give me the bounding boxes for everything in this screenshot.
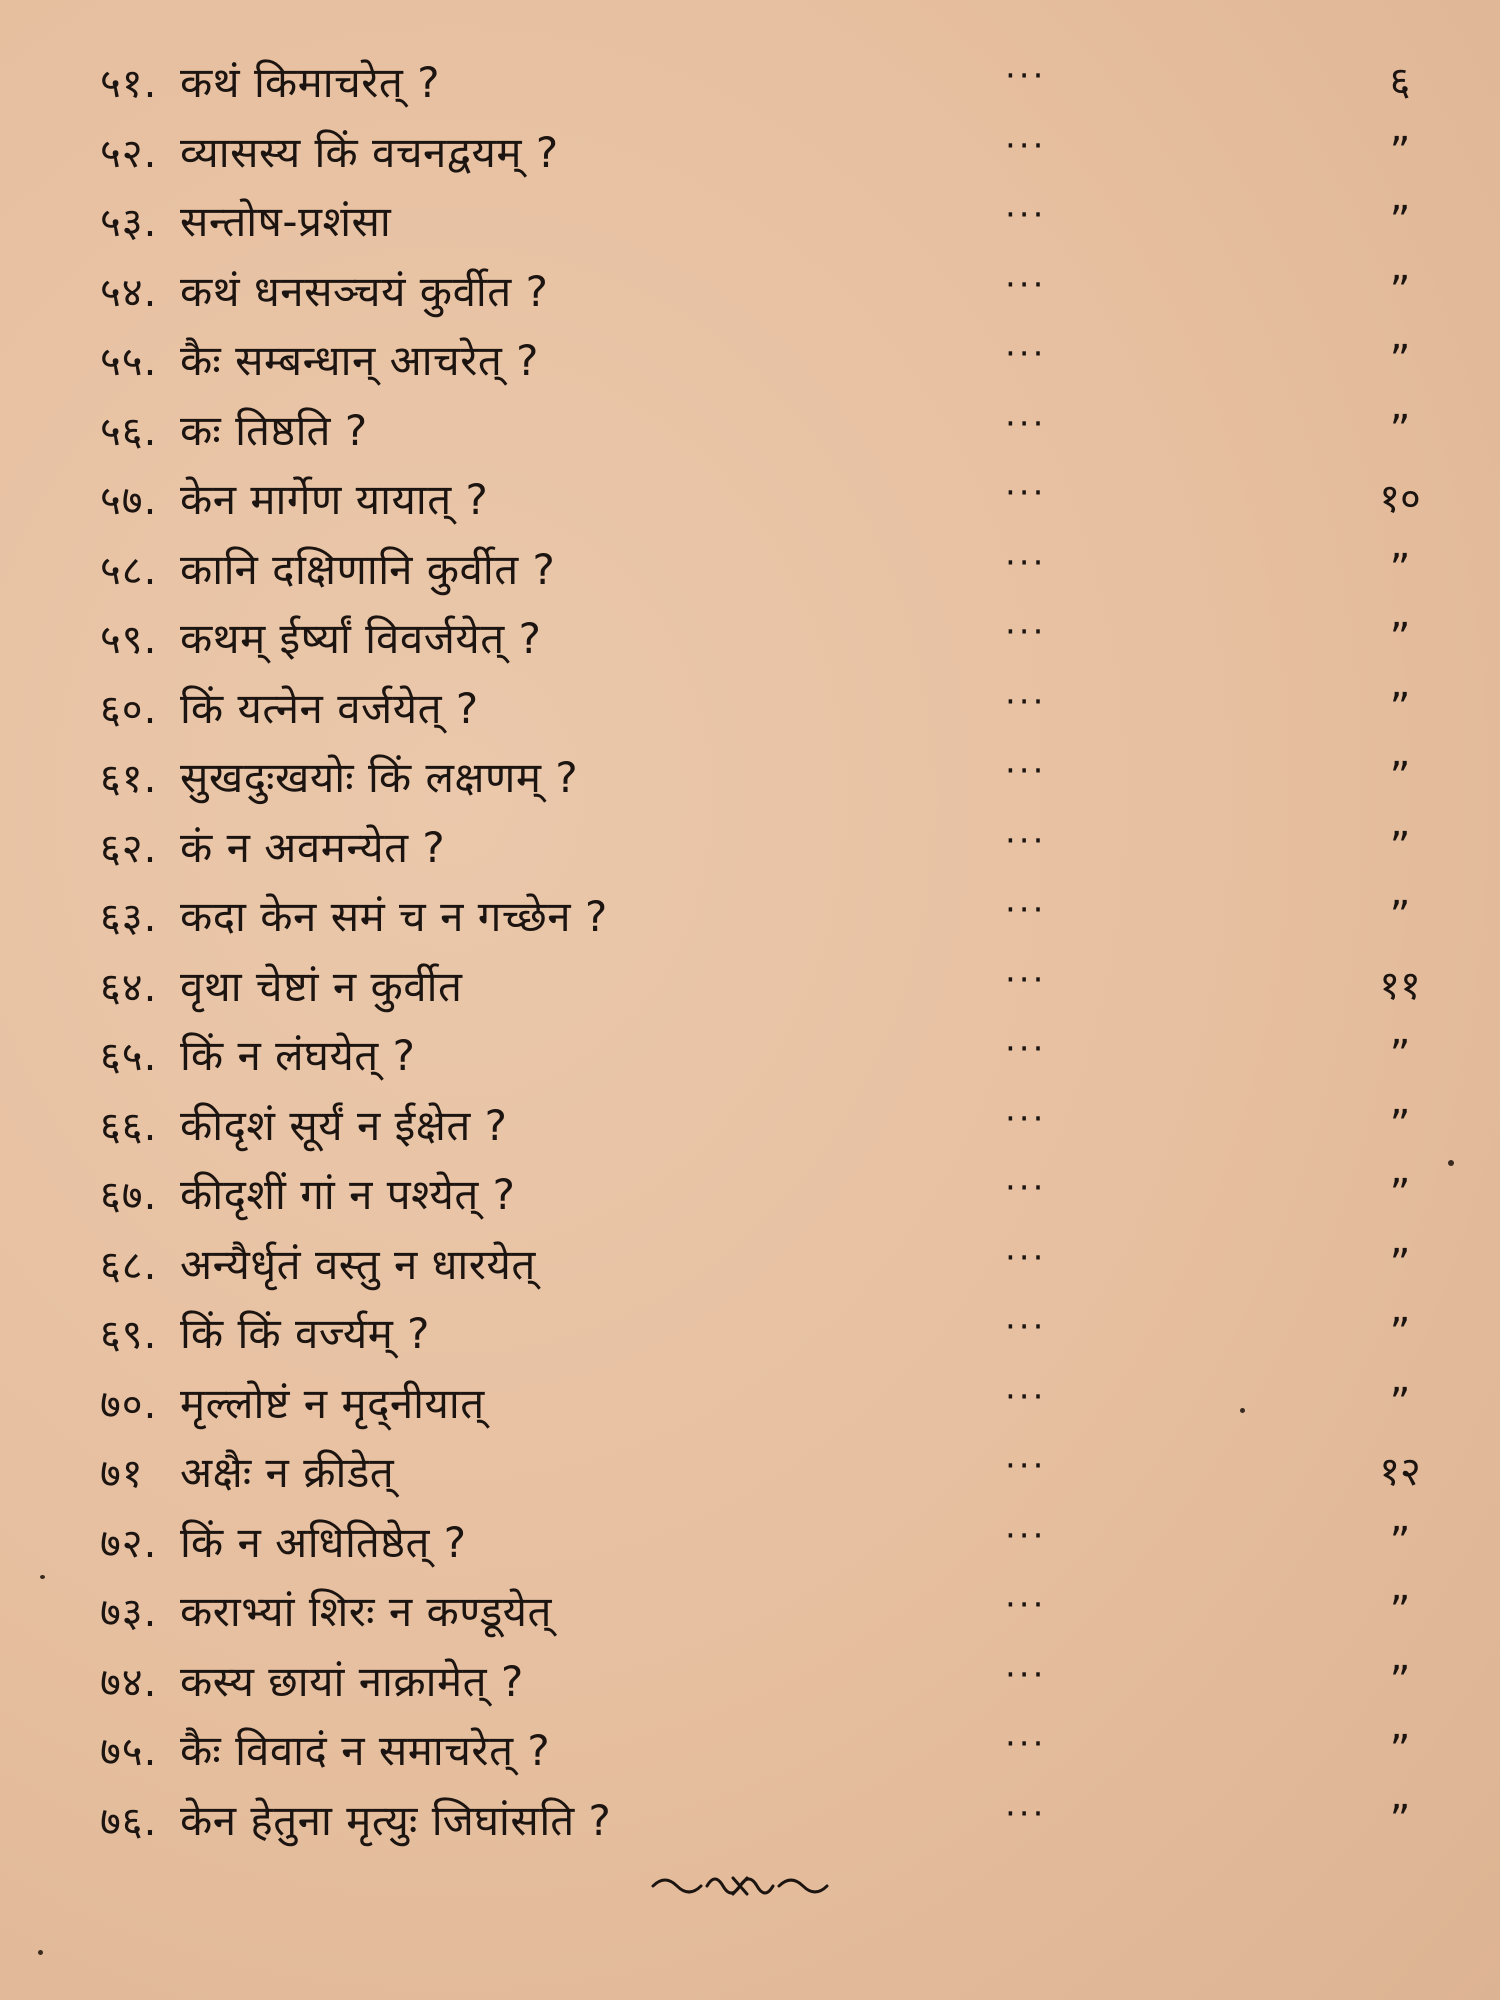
- entry-title: कानि दक्षिणानि कुर्वीत ?: [180, 544, 556, 594]
- entry-page-number: ”: [1389, 684, 1411, 731]
- entry-number: ५२.: [100, 130, 158, 177]
- toc-entry: [100, 1091, 1430, 1161]
- entry-page-number: ”: [1389, 1379, 1411, 1426]
- entry-number: ७३.: [100, 1590, 158, 1636]
- entry-number: ७२.: [100, 1520, 158, 1567]
- entry-page-number: ”: [1389, 1171, 1411, 1217]
- entry-title: कैः विवादं न समाचरेत् ?: [180, 1726, 551, 1775]
- toc-entry: [100, 882, 1430, 952]
- entry-title: अक्षैः न क्रीडेत्: [180, 1448, 395, 1497]
- toc-entry: [100, 257, 1430, 327]
- toc-entry: [100, 1160, 1430, 1230]
- entry-leader-dots: ···: [1005, 1098, 1047, 1139]
- entry-title: किं न लंघयेत् ?: [180, 1031, 416, 1080]
- entry-leader-dots: ···: [1005, 1029, 1047, 1069]
- entry-leader-dots: ···: [1005, 1307, 1047, 1347]
- entry-page-number: ”: [1389, 1657, 1411, 1704]
- entry-leader-dots: ···: [1005, 1793, 1047, 1834]
- entry-leader-dots: ···: [1005, 820, 1047, 861]
- entry-leader-dots: ···: [1005, 959, 1047, 1000]
- toc-entry: [100, 1716, 1430, 1786]
- entry-number: ५१.: [100, 61, 158, 107]
- entry-title: कदा केन समं च न गच्छेन ?: [180, 892, 608, 941]
- entry-number: ७६.: [100, 1798, 158, 1845]
- table-of-contents: [100, 48, 1430, 1855]
- toc-entry: [100, 396, 1430, 466]
- toc-entry: [100, 118, 1430, 188]
- entry-title: कीदृशं सूर्यं न ईक्षेत ?: [180, 1100, 508, 1150]
- entry-number: ५९.: [100, 617, 158, 663]
- entry-number: ७५.: [100, 1729, 158, 1775]
- entry-leader-dots: ···: [1005, 1376, 1047, 1417]
- toc-entry: [100, 1647, 1430, 1717]
- entry-page-number: ६: [1389, 59, 1411, 105]
- entry-number: ६४.: [100, 964, 158, 1011]
- entry-page-number: ”: [1389, 1588, 1411, 1634]
- entry-number: ६८.: [100, 1242, 158, 1289]
- entry-leader-dots: ···: [1005, 473, 1047, 513]
- entry-page-number: ”: [1389, 1032, 1411, 1078]
- entry-number: ६९.: [100, 1312, 158, 1358]
- entry-page-number: ”: [1389, 128, 1411, 175]
- toc-entry: [100, 604, 1430, 674]
- entry-number: ६३.: [100, 895, 158, 941]
- entry-title: व्यासस्य किं वचनद्वयम् ?: [180, 127, 559, 177]
- entry-title: कथं किमाचरेत् ?: [180, 58, 441, 107]
- entry-page-number: ”: [1389, 406, 1411, 453]
- entry-number: ७०.: [100, 1381, 158, 1428]
- toc-entry: [100, 1438, 1430, 1508]
- entry-page-number: ”: [1389, 267, 1411, 314]
- entry-number: ५८.: [100, 547, 158, 594]
- toc-entry: [100, 187, 1430, 257]
- entry-number: ६७.: [100, 1173, 158, 1219]
- toc-entry: [100, 535, 1430, 605]
- entry-title: मृल्लोष्टं न मृद्नीयात्: [180, 1378, 485, 1428]
- entry-page-number: ”: [1389, 337, 1411, 383]
- entry-leader-dots: ···: [1005, 1446, 1047, 1486]
- entry-page-number: ”: [1389, 1796, 1411, 1843]
- entry-number: ६५.: [100, 1034, 158, 1080]
- entry-leader-dots: ···: [1005, 56, 1047, 96]
- entry-leader-dots: ···: [1005, 751, 1047, 791]
- entry-page-number: ”: [1389, 545, 1411, 592]
- entry-number: ६२.: [100, 825, 158, 872]
- entry-leader-dots: ···: [1005, 195, 1047, 235]
- toc-entry: [100, 1299, 1430, 1369]
- entry-title: कीदृशीं गां न पश्येत् ?: [180, 1170, 516, 1219]
- toc-entry: [100, 1508, 1430, 1578]
- entry-page-number: ”: [1389, 1310, 1411, 1356]
- entry-title: कः तिष्ठति ?: [180, 405, 368, 455]
- entry-leader-dots: ···: [1005, 612, 1047, 652]
- toc-entry: [100, 1577, 1430, 1647]
- toc-entry: [100, 465, 1430, 535]
- entry-title: केन मार्गेण यायात् ?: [180, 475, 489, 524]
- toc-entry: [100, 1786, 1430, 1856]
- entry-number: ६०.: [100, 686, 158, 733]
- entry-page-number: ”: [1389, 1727, 1411, 1773]
- entry-leader-dots: ···: [1005, 1515, 1047, 1556]
- entry-leader-dots: ···: [1005, 890, 1047, 930]
- entry-leader-dots: ···: [1005, 403, 1047, 444]
- entry-title: कैः सम्बन्धान् आचरेत् ?: [180, 336, 539, 385]
- entry-title: कं न अवमन्येत ?: [180, 822, 446, 872]
- toc-entry: [100, 743, 1430, 813]
- toc-entry: [100, 1230, 1430, 1300]
- entry-number: ६६.: [100, 1103, 158, 1150]
- entry-page-number: ”: [1389, 754, 1411, 800]
- entry-title: कथम् ईर्ष्यां विवर्जयेत् ?: [180, 614, 542, 663]
- toc-entry: [100, 813, 1430, 883]
- entry-title: कस्य छायां नाक्रामेत् ?: [180, 1656, 524, 1706]
- paper-speck: [1240, 1408, 1245, 1413]
- toc-entry: [100, 674, 1430, 744]
- entry-leader-dots: ···: [1005, 1585, 1047, 1625]
- entry-title: सन्तोष-प्रशंसा: [180, 197, 392, 246]
- ornament-divider-icon: [645, 1866, 835, 1906]
- entry-number: ५५.: [100, 339, 158, 385]
- entry-number: ७४.: [100, 1659, 158, 1706]
- entry-page-number: ”: [1389, 823, 1411, 870]
- entry-page-number: १२: [1379, 1449, 1421, 1495]
- paper-speck: [1448, 1160, 1454, 1166]
- entry-title: किं न अधितिष्ठेत् ?: [180, 1517, 467, 1567]
- entry-page-number: १०: [1379, 476, 1421, 522]
- paper-speck: [38, 1950, 43, 1955]
- toc-entry: [100, 1021, 1430, 1091]
- entry-title: किं किं वर्ज्यम् ?: [180, 1309, 430, 1358]
- entry-leader-dots: ···: [1005, 542, 1047, 583]
- toc-entry: [100, 326, 1430, 396]
- entry-number: ५६.: [100, 408, 158, 455]
- entry-leader-dots: ···: [1005, 264, 1047, 305]
- entry-leader-dots: ···: [1005, 334, 1047, 374]
- toc-entry: [100, 48, 1430, 118]
- entry-title: केन हेतुना मृत्युः जिघांसति ?: [180, 1795, 612, 1845]
- entry-number: ५४.: [100, 269, 158, 316]
- entry-page-number: ११: [1379, 962, 1421, 1009]
- entry-number: ५७.: [100, 478, 158, 524]
- entry-title: कथं धनसञ्चयं कुर्वीत ?: [180, 266, 549, 316]
- paper-speck: [40, 1575, 45, 1579]
- entry-title: कराभ्यां शिरः न कण्डूयेत्: [180, 1587, 552, 1636]
- entry-page-number: ”: [1389, 1101, 1411, 1148]
- entry-leader-dots: ···: [1005, 1654, 1047, 1695]
- entry-number: ६१.: [100, 756, 158, 802]
- entry-page-number: ”: [1389, 1518, 1411, 1565]
- entry-title: अन्यैर्धृतं वस्तु न धारयेत्: [180, 1239, 536, 1289]
- entry-number: ५३.: [100, 200, 158, 246]
- entry-leader-dots: ···: [1005, 1168, 1047, 1208]
- entry-leader-dots: ···: [1005, 1724, 1047, 1764]
- entry-page-number: ”: [1389, 893, 1411, 939]
- entry-leader-dots: ···: [1005, 125, 1047, 166]
- entry-page-number: ”: [1389, 1240, 1411, 1287]
- entry-title: किं यत्नेन वर्जयेत् ?: [180, 683, 479, 733]
- entry-number: ७१: [100, 1451, 144, 1497]
- toc-entry: [100, 952, 1430, 1022]
- entry-page-number: ”: [1389, 615, 1411, 661]
- entry-leader-dots: ···: [1005, 681, 1047, 722]
- entry-page-number: ”: [1389, 198, 1411, 244]
- entry-leader-dots: ···: [1005, 1237, 1047, 1278]
- entry-title: वृथा चेष्टां न कुर्वीत: [180, 961, 463, 1011]
- entry-title: सुखदुःखयोः किं लक्षणम् ?: [180, 753, 579, 802]
- toc-entry: [100, 1369, 1430, 1439]
